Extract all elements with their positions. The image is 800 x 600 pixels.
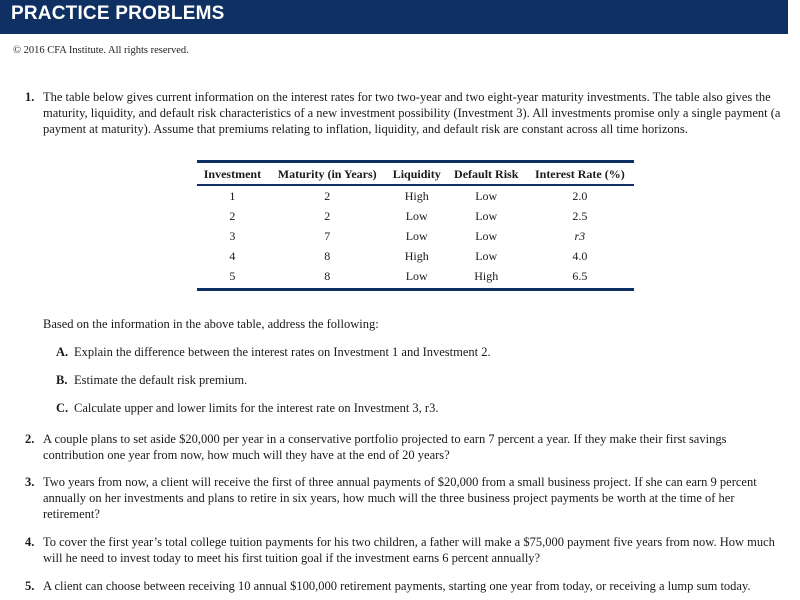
table-cell-rate-variable — [526, 226, 634, 246]
sub-question-a — [56, 345, 491, 360]
question-intro: Based on the information in the above table, address the following: — [43, 317, 379, 331]
table-row — [197, 266, 634, 290]
table-cell: Low — [475, 228, 498, 243]
problem-text: The table below gives current information on the interest rates for two two-year and two eight-year maturity investments. The table also gives the maturity, liquidity, and default risk characteristics of a new investment possibility (Investment 3). All investments promise only a single payment (a payment at maturity). Assume that premiums relating to inflation, liquidity, and default risk are constant across all time horizons. — [43, 90, 781, 136]
page-title: PRACTICE PROBLEMS — [11, 3, 225, 24]
table-cell: Low — [475, 248, 498, 263]
copyright-notice: © 2016 CFA Institute. All rights reserved. — [13, 45, 189, 56]
table-cell: 3 — [229, 228, 236, 243]
table-cell: Low — [475, 208, 498, 223]
table-cell: 1 — [229, 188, 236, 203]
sub-question-letter: B. — [56, 373, 68, 387]
problem-text: To cover the first year’s total college tuition payments for his two children, a father will make a $75,000 payment five years from now. How much will he need to invest today to meet his first tuition goal if the investment earns 6 percent annually? — [43, 535, 775, 565]
variable-r3: r3 — [574, 228, 586, 243]
header-bar — [0, 0, 788, 34]
table-cell: 5 — [197, 266, 268, 290]
table-cell: 8 — [268, 266, 387, 290]
problem-number: 2. — [25, 432, 35, 446]
column-header-maturity: Maturity (in Years) — [268, 162, 387, 186]
sub-question-b — [56, 373, 247, 388]
interest-rate-table — [197, 160, 634, 291]
problem-text: A couple plans to set aside $20,000 per year in a conservative portfolio projected to earn 7 percent a year. If they make their first savings contribution one year from now, how much will they have at the end of 20 years? — [43, 432, 727, 462]
table-cell: Low — [475, 188, 498, 203]
table-cell: 2 — [324, 208, 331, 223]
table-cell: 2 — [324, 188, 331, 203]
table-row — [197, 206, 634, 226]
table-row — [197, 246, 634, 266]
table-cell: Low — [405, 208, 428, 223]
table-cell: 4 — [229, 248, 236, 263]
table-cell: Low — [405, 228, 428, 243]
table-cell: High — [447, 266, 526, 290]
table-cell: 6.5 — [526, 266, 634, 290]
table-cell: Low — [387, 266, 447, 290]
sub-question-text: Explain the difference between the interest rates on Investment 1 and Investment 2. — [74, 345, 491, 359]
column-header-interest-rate: Interest Rate (%) — [526, 162, 634, 186]
column-header-default-risk: Default Risk — [447, 162, 526, 186]
sub-question-letter: C. — [56, 401, 69, 415]
sub-question-text: Calculate upper and lower limits for the interest rate on Investment 3, r3. — [74, 401, 439, 415]
table-cell: 4.0 — [572, 248, 588, 263]
table-cell: High — [404, 248, 429, 263]
problem-1 — [25, 89, 785, 137]
table-header-row — [197, 162, 634, 186]
sub-question-letter: A. — [56, 345, 69, 359]
table-cell: 2.0 — [572, 188, 588, 203]
table-cell: 8 — [324, 248, 331, 263]
problem-text: A client can choose between receiving 10 annual $100,000 retirement payments, starting one year from today, or receiving a lump sum today. — [43, 579, 751, 593]
problem-number: 4. — [25, 535, 35, 549]
sub-question-text: Estimate the default risk premium. — [74, 373, 248, 387]
column-header-investment: Investment — [197, 162, 268, 186]
problem-5 — [25, 578, 785, 594]
sub-question-c — [56, 401, 438, 416]
table-row — [197, 226, 634, 246]
table-cell: 2 — [229, 208, 236, 223]
problem-2 — [25, 431, 785, 463]
column-header-liquidity: Liquidity — [387, 162, 447, 186]
table-cell: 2.5 — [572, 208, 588, 223]
problem-number: 5. — [25, 579, 35, 593]
problem-number: 3. — [25, 475, 35, 489]
problem-3 — [25, 474, 785, 522]
problem-4 — [25, 534, 785, 566]
table-cell: High — [404, 188, 429, 203]
table-row — [197, 185, 634, 206]
problem-text: Two years from now, a client will receive the first of three annual payments of $20,000 from a small business project. If she can earn 9 percent annually on her investments and plans to retire in six years, how much will the three business project payments be worth at the time of her retirement? — [43, 475, 757, 521]
problem-number: 1. — [25, 90, 35, 104]
table-cell: 7 — [324, 228, 331, 243]
